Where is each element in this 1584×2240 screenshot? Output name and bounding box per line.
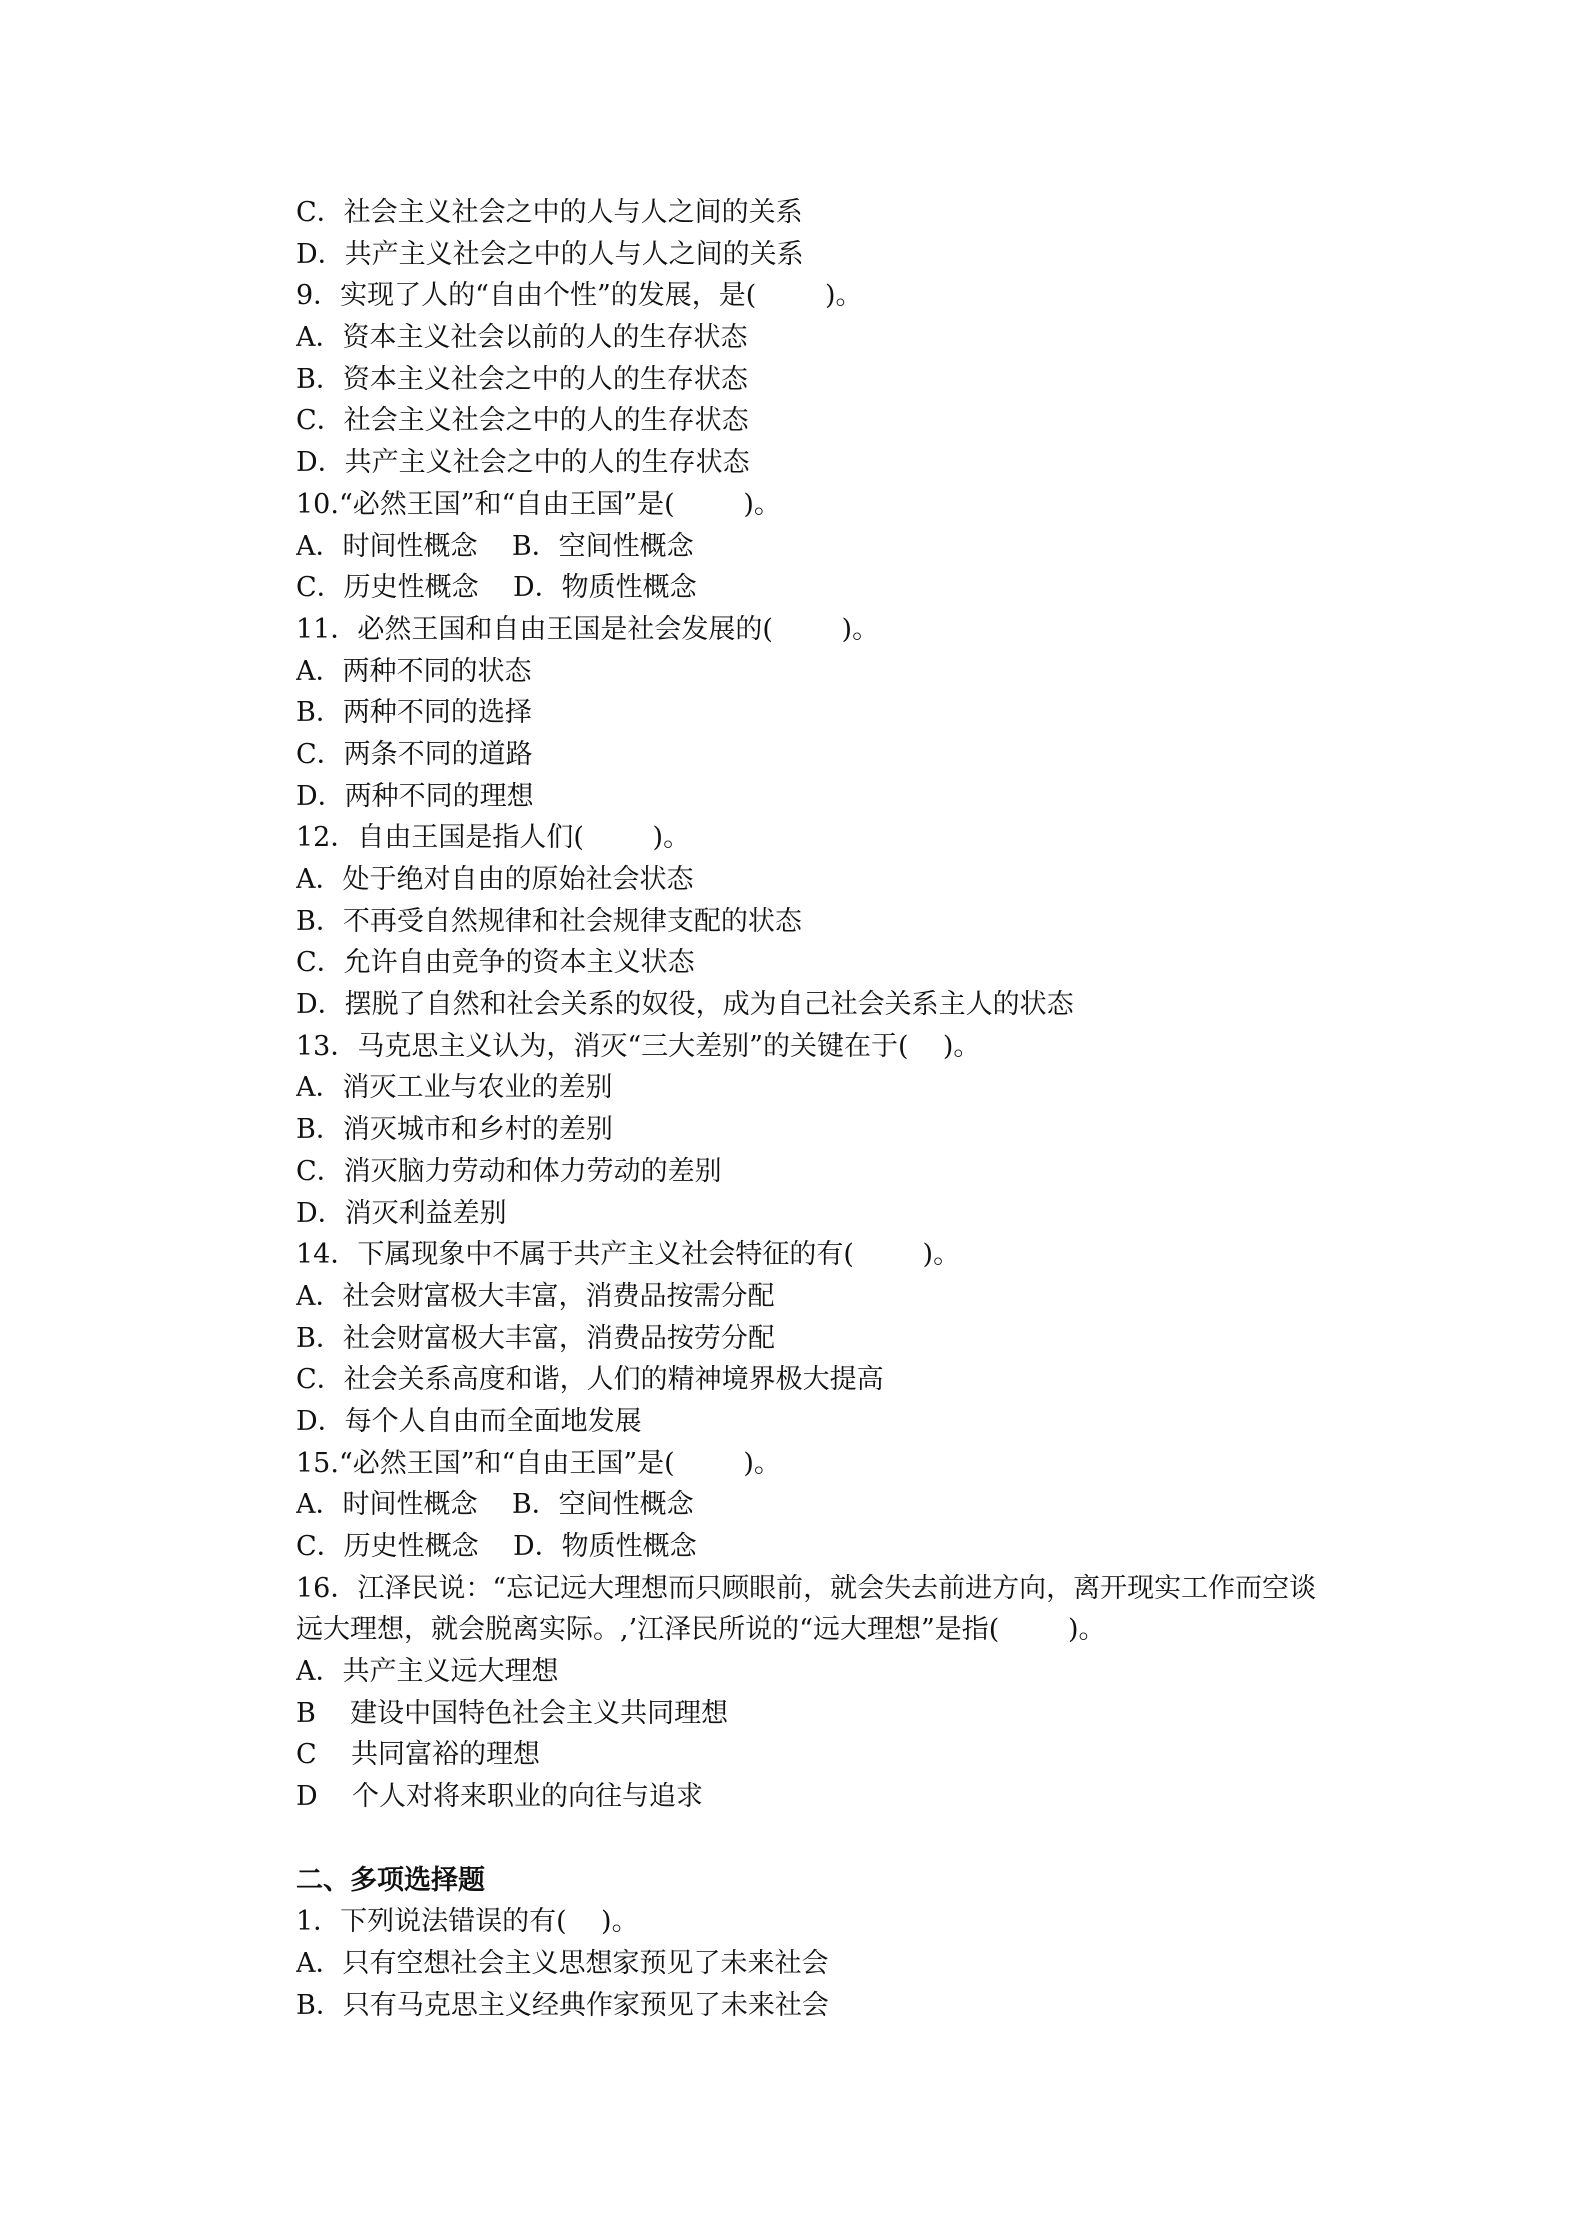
text-line: C．社会关系高度和谐，人们的精神境界极大提高 bbox=[296, 1364, 884, 1396]
text-line: B．只有马克思主义经典作家预见了未来社会 bbox=[296, 1989, 829, 2021]
text-line: A．两种不同的状态 bbox=[296, 655, 532, 687]
section-heading: 二、多项选择题 bbox=[296, 1864, 485, 1896]
text-line: B．社会财富极大丰富，消费品按劳分配 bbox=[296, 1322, 775, 1354]
text-line: B 建设中国特色社会主义共同理想 bbox=[296, 1697, 729, 1729]
text-line: A．处于绝对自由的原始社会状态 bbox=[296, 864, 694, 895]
text-line: B．消灭城市和乡村的差别 bbox=[296, 1114, 613, 1146]
question-16: 16．江泽民说：“忘记远大理想而只顾眼前，就会失去前进方向，离开现实工作而空谈 bbox=[296, 1572, 1317, 1604]
text-line: C．历史性概念 D．物质性概念 bbox=[296, 572, 697, 604]
text-line: D．两种不同的理想 bbox=[296, 780, 534, 812]
section-gap bbox=[296, 1818, 1356, 1860]
text-line: B．资本主义社会之中的人的生存状态 bbox=[296, 363, 748, 395]
text-line: D．每个人自由而全面地发展 bbox=[296, 1405, 642, 1437]
text-line: C．两条不同的道路 bbox=[296, 738, 533, 770]
question-13: 13．马克思主义认为，消灭“三大差别”的关键在于( )。 bbox=[296, 1030, 981, 1062]
text-line: C 共同富裕的理想 bbox=[296, 1739, 540, 1771]
question-11: 11．必然王国和自由王国是社会发展的( )。 bbox=[296, 613, 880, 645]
question-14: 14．下属现象中不属于共产主义社会特征的有( )。 bbox=[296, 1239, 961, 1271]
text-line: C．社会主义社会之中的人与人之间的关系 bbox=[296, 197, 803, 228]
text-line: B．两种不同的选择 bbox=[296, 697, 532, 729]
text-line: D．共产主义社会之中的人的生存状态 bbox=[296, 447, 750, 479]
text-line: B．不再受自然规律和社会规律支配的状态 bbox=[296, 905, 802, 937]
text-line: A．只有空想社会主义思想家预见了未来社会 bbox=[296, 1947, 829, 1979]
text-line: C．消灭脑力劳动和体力劳动的差别 bbox=[296, 1155, 722, 1187]
text-line: A．时间性概念 B．空间性概念 bbox=[296, 530, 694, 562]
text-line: D．摆脱了自然和社会关系的奴役，成为自己社会关系主人的状态 bbox=[296, 989, 1074, 1021]
text-line: A．消灭工业与农业的差别 bbox=[296, 1072, 613, 1104]
question-10: 10.“必然王国”和“自由王国”是( )。 bbox=[296, 488, 781, 520]
text-line: D．共产主义社会之中的人与人之间的关系 bbox=[296, 238, 804, 270]
text-line: C．允许自由竞争的资本主义状态 bbox=[296, 947, 695, 979]
text-line: A．社会财富极大丰富，消费品按需分配 bbox=[296, 1280, 775, 1312]
question-12: 12．自由王国是指人们( )。 bbox=[296, 822, 691, 854]
text-line: D 个人对将来职业的向往与追求 bbox=[296, 1781, 703, 1813]
text-line: 远大理想，就会脱离实际。,’江泽民所说的“远大理想”是指( )。 bbox=[296, 1614, 1106, 1646]
question-15: 15.“必然王国”和“自由王国”是( )。 bbox=[296, 1447, 781, 1479]
document-content bbox=[296, 192, 1356, 2026]
multi-question-1: 1．下列说法错误的有( )。 bbox=[296, 1906, 639, 1938]
text-line: A．时间性概念 B．空间性概念 bbox=[296, 1489, 694, 1521]
text-line: C．历史性概念 D．物质性概念 bbox=[296, 1531, 697, 1562]
text-line: C．社会主义社会之中的人的生存状态 bbox=[296, 405, 749, 437]
text-line: D．消灭利益差别 bbox=[296, 1197, 507, 1229]
question-9: 9．实现了人的“自由个性”的发展，是( )。 bbox=[296, 280, 863, 312]
text-line: A．共产主义远大理想 bbox=[296, 1656, 559, 1688]
text-line: A．资本主义社会以前的人的生存状态 bbox=[296, 322, 748, 354]
